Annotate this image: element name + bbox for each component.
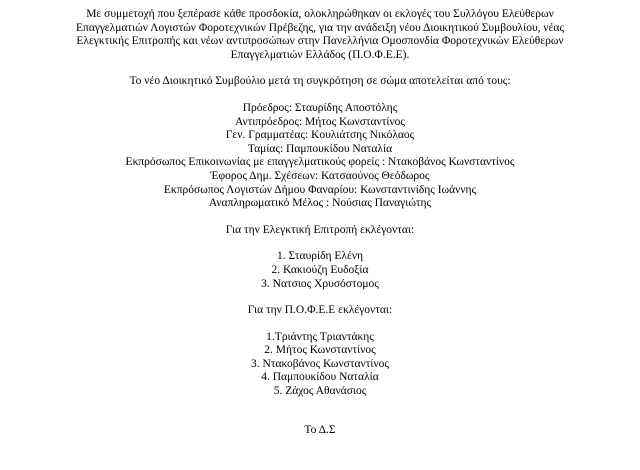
- audit-member: 3. Νατσιος Χρυσόστομος: [261, 277, 379, 290]
- spacer: [0, 318, 640, 331]
- spacer: [0, 412, 640, 424]
- spacer: [0, 237, 640, 250]
- pofee-member: 4. Παμπουκίδου Ναταλία: [261, 371, 379, 384]
- board-members-list: [0, 102, 640, 211]
- board-member: Γεν. Γραμματέας: Κουλιάτσης Νικόλαος: [225, 129, 415, 142]
- intro-line: Με συμμετοχή που ξεπέρασε κάθε προσδοκία, ολοκληρώθηκαν οι εκλογές του Συλλόγου Ελεύθερων: [86, 8, 554, 20]
- intro-line: Επαγγελματιών Ελλάδος (Π.Ο.Φ.Ε.Ε).: [230, 48, 410, 61]
- spacer: [0, 291, 640, 304]
- pofee-heading: Για την Π.Ο.Φ.Ε.Ε εκλέγονται:: [247, 304, 393, 317]
- board-heading: Το νέο Διοικητικό Συμβούλιο μετά τη συγκρότηση σε σώμα αποτελείται από τους:: [129, 75, 511, 88]
- audit-member: 1. Σταυρίδη Ελένη: [276, 250, 364, 263]
- board-member: Εκπρόσωπος Λογιστών Δήμου Φαναρίου: Κωνσταντινίδης Ιωάννης: [163, 183, 477, 196]
- pofee-member: 3. Ντακοβάνος Κωνσταντίνος: [251, 357, 389, 370]
- board-member: Έφορος Δημ. Σχέσεων: Κατσαούνος Θεόδωρος: [210, 169, 430, 182]
- board-member: Πρόεδρος: Σταυρίδης Αποστόλης: [242, 101, 398, 114]
- intro-paragraph: [0, 8, 640, 62]
- board-member: Αντιπρόεδρος: Μήτος Κωνσταντίνος: [235, 115, 405, 128]
- spacer: [0, 211, 640, 224]
- board-member: Αναπληρωματικό Μέλος : Νούσιας Παναγιώτης: [208, 197, 432, 210]
- spacer: [0, 89, 640, 102]
- pofee-member: 5. Ζάχος Αθανάσιος: [273, 385, 367, 398]
- audit-member: 2. Κακιούζη Ευδοξία: [271, 263, 369, 276]
- intro-line: Επαγγελματιών Λογιστών Φοροτεχνικών Πρέβεζης, για την ανάδειξη νέου Διοικητικού Συμβουλίου, νέας: [75, 21, 565, 34]
- intro-line: Ελεγκτικής Επιτροπής και νέων αντιπροσώπων στην Πανελλήνια Ομοσπονδία Φοροτεχνικών Ελεύθερων: [76, 35, 564, 48]
- pofee-member: 1.Τριάντης Τριαντάκης: [266, 330, 374, 343]
- spacer: [0, 62, 640, 75]
- board-member: Εκπρόσωπος Επικοινωνίας με επαγγελματικούς φορείς : Ντακοβάνος Κωνσταντίνος: [125, 156, 515, 169]
- board-member: Ταμίας: Παμπουκίδου Ναταλία: [247, 142, 393, 155]
- signature: Το Δ.Σ: [304, 423, 336, 436]
- audit-members-list: [0, 250, 640, 291]
- audit-heading: Για την Ελεγκτική Επιτροπή εκλέγονται:: [225, 223, 415, 236]
- pofee-members-list: [0, 331, 640, 399]
- spacer: [0, 399, 640, 412]
- pofee-member: 2. Μήτος Κωνσταντίνος: [264, 344, 376, 357]
